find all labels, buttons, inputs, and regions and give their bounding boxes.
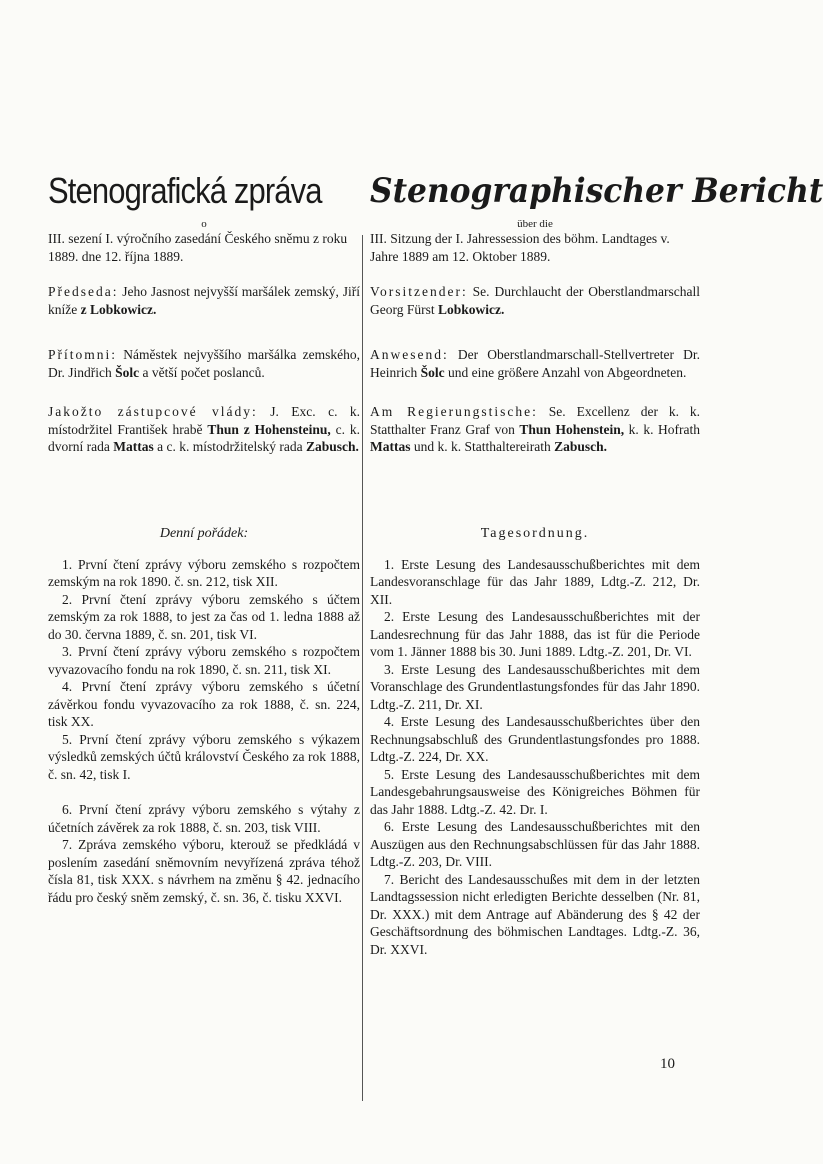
german-column bbox=[370, 160, 823, 958]
column-divider bbox=[362, 235, 363, 1101]
german-session: III. Sitzung der I. Jahressession des böhm. Landtages v. Jahre 1889 am 12. Oktober 1889. bbox=[370, 231, 670, 264]
czech-agenda-item: 1. První čtení zprávy výboru zemského s rozpočtem zemským na rok 1890. č. sn. 212, tisk XII. bbox=[48, 556, 360, 589]
page-number: 10 bbox=[660, 1056, 675, 1072]
german-government bbox=[370, 403, 700, 456]
czech-government bbox=[48, 403, 360, 456]
german-agenda-item: 7. Bericht des Landesausschußes mit dem in der letzten Landtagssession nicht erledigten Berichte desselben (Nr. 81, Dr. XXX.) mit dem Antrage auf Abänderung des § 42 der Geschäftsordnung des böhmischen Landtages. Ldtg.-Z. 36, Dr. XXVI. bbox=[370, 871, 700, 957]
czech-present-name: Šolc bbox=[115, 364, 140, 380]
czech-session: III. sezení I. výročního zasedání Českého sněmu z roku 1889. dne 12. října 1889. bbox=[48, 231, 348, 264]
german-agenda-item: 5. Erste Lesung des Landesausschußberichtes mit dem Landesgebahrungsausweise des Königreiches Böhmen für das Jahr 1888. Ldtg.-Z. 42. Dr. I. bbox=[370, 766, 700, 817]
german-agenda-item: 2. Erste Lesung des Landesausschußberichtes mit der Landesrechnung für das Jahr 1888, das ist für die Periode vom 1. Jänner 1888 bis 30. Juni 1889. Ldtg.-Z. 201, Dr. VI. bbox=[370, 609, 700, 659]
german-gov-label: Am Regierungstische: bbox=[370, 404, 538, 419]
czech-present bbox=[48, 346, 360, 381]
czech-gov-label: Jakožto zástupcové vlády: bbox=[48, 404, 258, 419]
german-agenda-item: 3. Erste Lesung des Landesausschußberichtes mit dem Voranschlage des Grundentlastungsfondes für das Jahr 1890. Ldtg.-Z. 211, Dr. XI. bbox=[370, 661, 700, 712]
czech-chair-name: z Lobkowicz. bbox=[80, 301, 157, 317]
german-gov-text3: und k. k. Statthaltereirath bbox=[410, 439, 555, 454]
czech-gov-text3: a c. k. místodržitelský rada bbox=[153, 439, 306, 454]
czech-agenda-title: Denní pořádek: bbox=[159, 525, 249, 541]
german-gov-name3: Zabusch. bbox=[554, 439, 607, 454]
german-gov-text2: k. k. Hofrath bbox=[624, 421, 701, 437]
german-present-text1: Der Oberstlandmarschall-Stellvertreter Dr. Heinrich bbox=[370, 347, 700, 380]
czech-agenda-item: 7. Zpráva zemského výboru, kterouž se předkládá v poslením zasedání sněmovním nevyřízená zpráva téhož čísla 81, tisk XXX. s návrhem na změnu § 42. jednacího řádu pro český sněm zemský, č. sn. 36, č. tisku XXVI. bbox=[48, 837, 360, 905]
german-present-name: Šolc bbox=[420, 364, 445, 380]
czech-agenda-item: 3. První čtení zprávy výboru zemského s rozpočtem vyvazovacího fondu na rok 1890, č. sn. 211, tisk XI. bbox=[48, 644, 360, 677]
german-title: Stenographischer Bericht bbox=[370, 171, 823, 211]
czech-gov-name2: Mattas bbox=[113, 439, 154, 454]
czech-gov-text2: c. k. dvorní rada bbox=[48, 421, 360, 454]
czech-chair-text: Jeho Jasnost nejvyšší maršálek zemský, Jiří kníže bbox=[48, 284, 360, 317]
german-present-text2: und eine größere Anzahl von Abgeordneten. bbox=[444, 364, 687, 380]
german-agenda-item: 4. Erste Lesung des Landesausschußberichtes über den Rechnungsabschluß des Grundentlastungsfondes pro 1888. Ldtg.-Z. 224, Dr. XX. bbox=[370, 714, 700, 764]
czech-chair bbox=[48, 283, 360, 318]
german-gov-text1: Se. Excellenz der k. k. Statthalter Franz Graf von bbox=[370, 404, 700, 437]
czech-agenda-item: 2. První čtení zprávy výboru zemského s účtem zemským za rok 1888, to jest za čas od 1. ledna 1888 až do 30. června 1889, č. sn. 201, tisk VI. bbox=[48, 591, 360, 642]
czech-agenda-item: 6. První čtení zprávy výboru zemského s výtahy z účetních závěrek za rok 1888, č. sn. 203, tisk VIII. bbox=[48, 802, 360, 835]
czech-agenda-item: 5. První čtení zprávy výboru zemského s výkazem výsledků zemských účtů království Českého za rok 1888, č. sn. 42, tisk I. bbox=[48, 731, 360, 782]
czech-gov-text1: J. Exc. c. k. místodržitel František hrabě bbox=[48, 404, 360, 437]
czech-title: Stenografická zpráva bbox=[48, 170, 322, 211]
czech-present-label: Přítomni: bbox=[48, 347, 118, 362]
czech-gov-name1: Thun z Hohensteinu, bbox=[207, 421, 331, 437]
german-gov-name2: Mattas bbox=[370, 439, 411, 454]
german-chair-name: Lobkowicz. bbox=[438, 301, 505, 317]
german-present bbox=[370, 346, 700, 381]
czech-gov-name3: Zabusch. bbox=[305, 439, 359, 454]
german-gov-name1: Thun Hohenstein, bbox=[519, 421, 625, 437]
german-chair-label: Vorsitzender: bbox=[370, 284, 468, 299]
german-present-label: Anwesend: bbox=[370, 347, 449, 362]
czech-agenda-item: 4. První čtení zprávy výboru zemského s účetní závěrkou fondu vyvazovacího za rok 1888, č. sn. 224, tisk XX. bbox=[48, 679, 360, 729]
czech-o: o bbox=[201, 218, 207, 230]
german-chair bbox=[370, 283, 700, 318]
czech-column bbox=[48, 160, 360, 906]
czech-present-text2: a větší počet poslanců. bbox=[139, 364, 265, 380]
czech-chair-label: Předseda: bbox=[48, 284, 119, 299]
german-agenda-title: Tagesordnung. bbox=[480, 525, 590, 541]
german-chair-text: Se. Durchlaucht der Oberstlandmarschall Georg Fürst bbox=[370, 284, 700, 317]
czech-present-text1: Náměstek nejvyššího maršálka zemského, Dr. Jindřich bbox=[48, 347, 360, 380]
german-agenda-item: 6. Erste Lesung des Landesausschußberichtes mit den Auszügen aus den Rechnungsabschlüssen für das Jahr 1888. Ldtg.-Z. 203, Dr. VIII. bbox=[370, 819, 700, 869]
german-agenda-item: 1. Erste Lesung des Landesausschußberichtes mit dem Landesvoranschlage für das Jahr 1889, Ldtg.-Z. 212, Dr. XII. bbox=[370, 556, 700, 607]
german-ueber: über die bbox=[517, 218, 553, 230]
